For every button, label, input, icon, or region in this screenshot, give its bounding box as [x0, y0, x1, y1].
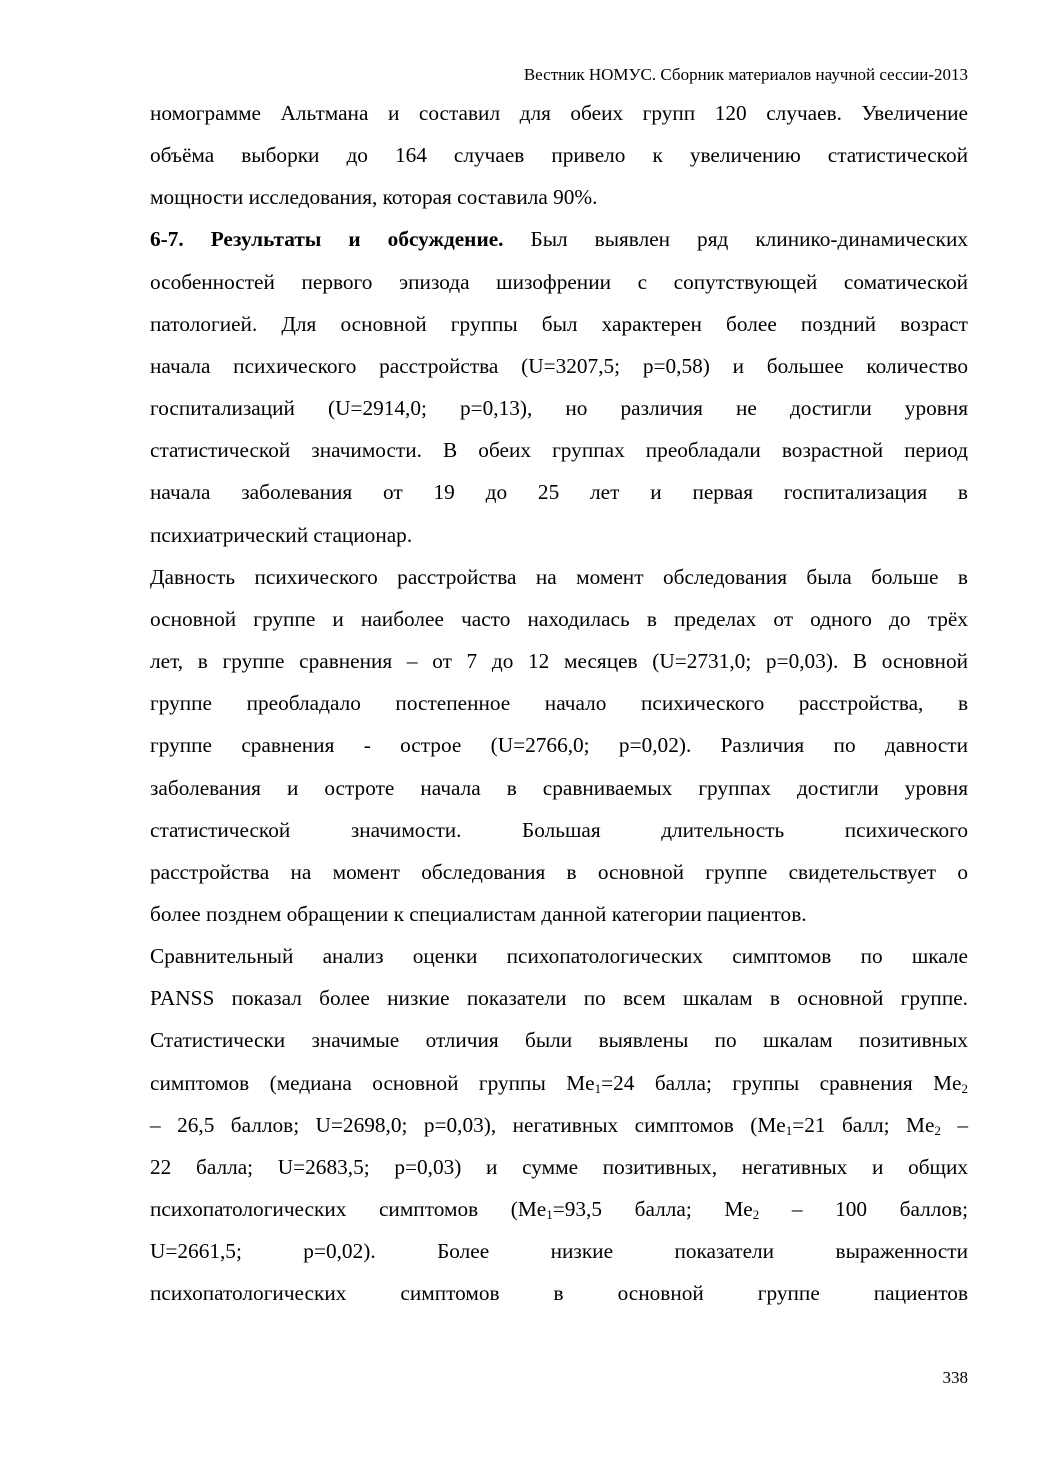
- body-line: Статистически значимые отличия были выявлены по шкалам позитивных: [150, 1028, 968, 1053]
- body-line: начала психического расстройства (U=3207,5; p=0,58) и большее количество: [150, 353, 968, 378]
- body-line: PANSS показал более низкие показатели по всем шкалам в основной группе.: [150, 986, 968, 1011]
- body-line: психопатологических симптомов в основной группе пациентов: [150, 1281, 968, 1306]
- body-line: заболевания и остроте начала в сравниваемых группах достигли уровня: [150, 775, 968, 800]
- body-line: статистической значимости. В обеих группах преобладали возрастной период: [150, 438, 968, 463]
- body-line: [150, 1062, 968, 1104]
- body-line: госпитализаций (U=2914,0; p=0,13), но различия не достигли уровня: [150, 396, 968, 421]
- body-line: Давность психического расстройства на момент обследования была больше в: [150, 564, 968, 589]
- body-line: объёма выборки до 164 случаев привело к увеличению статистической: [150, 143, 968, 168]
- body-line: патологией. Для основной группы был характерен более поздний возраст: [150, 311, 968, 336]
- subscript: 1: [594, 1080, 602, 1096]
- body-text: симптомов (медиана основной группы Me: [150, 1070, 595, 1095]
- body-line: группе преобладало постепенное начало психического расстройства, в: [150, 691, 968, 716]
- page-number: 338: [942, 1368, 968, 1387]
- body-line: группе сравнения - острое (U=2766,0; p=0,02). Различия по давности: [150, 733, 968, 758]
- body-text: =93,5 балла; Me: [552, 1197, 753, 1222]
- body-line: номограмме Альтмана и составил для обеих групп 120 случаев. Увеличение: [150, 101, 968, 125]
- body-text: – 100 баллов;: [759, 1197, 968, 1222]
- body-line: более позднем обращении к специалистам данной категории пациентов.: [150, 901, 807, 926]
- body-text: психопатологических симптомов (Me: [150, 1197, 547, 1222]
- body-text: =24 балла; группы сравнения Me: [601, 1070, 962, 1095]
- body-line: статистической значимости. Большая длительность психического: [150, 817, 968, 842]
- subscript: 1: [546, 1207, 553, 1223]
- body-line: [150, 1104, 968, 1146]
- section-heading-line: [150, 218, 968, 260]
- page-body: [150, 92, 968, 1315]
- body-line: психиатрический стационар.: [150, 522, 413, 547]
- body-line: U=2661,5; p=0,02). Более низкие показатели выраженности: [150, 1239, 968, 1264]
- body-line: начала заболевания от 19 до 25 лет и первая госпитализация в: [150, 480, 968, 505]
- body-text: – 26,5 баллов; U=2698,0; p=0,03), негативных симптомов (Me: [150, 1112, 786, 1137]
- body-line: мощности исследования, которая составила 90%.: [150, 185, 598, 210]
- body-text: –: [940, 1112, 968, 1137]
- body-line: расстройства на момент обследования в основной группе свидетельствует о: [150, 859, 968, 884]
- running-header: Вестник НОМУС. Сборник материалов научной сессии-2013: [523, 65, 968, 84]
- subscript: 2: [752, 1207, 760, 1223]
- body-line: [150, 1188, 968, 1230]
- body-line: 22 балла; U=2683,5; p=0,03) и сумме позитивных, негативных и общих: [150, 1154, 968, 1179]
- subscript: 2: [934, 1122, 941, 1138]
- subscript: 2: [961, 1080, 969, 1096]
- section-heading: 6-7. Результаты и обсуждение.: [150, 227, 504, 252]
- body-line: особенностей первого эпизода шизофрении с сопутствующей соматической: [150, 269, 968, 294]
- body-line: лет, в группе сравнения – от 7 до 12 месяцев (U=2731,0; p=0,03). В основной: [150, 649, 968, 674]
- body-line: основной группе и наиболее часто находилась в пределах от одного до трёх: [150, 606, 968, 631]
- body-text: Был выявлен ряд клинико-динамических: [503, 227, 968, 252]
- body-line: Сравнительный анализ оценки психопатологических симптомов по шкале: [150, 944, 968, 969]
- body-text: =21 балл; Me: [792, 1112, 935, 1137]
- subscript: 1: [785, 1122, 793, 1138]
